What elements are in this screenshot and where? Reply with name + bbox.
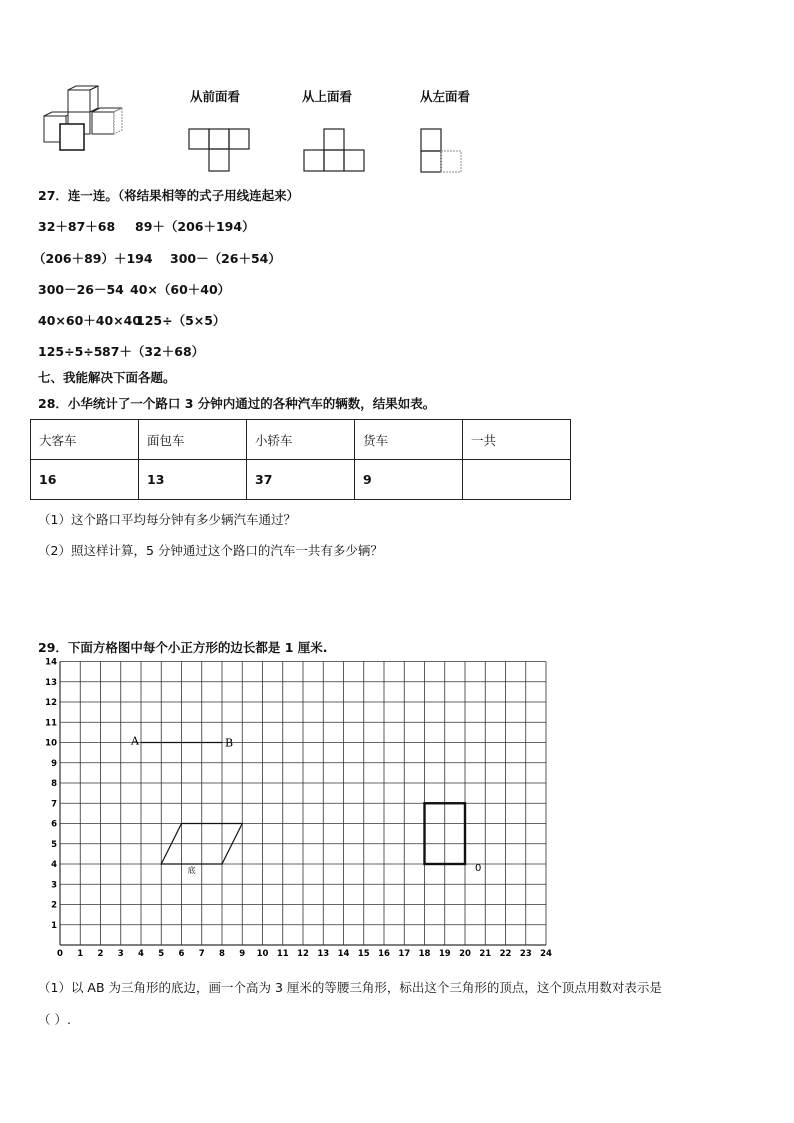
- table-header-cell: 面包车: [139, 420, 247, 460]
- x-tick-label: 14: [337, 949, 350, 959]
- x-tick-label: 9: [239, 949, 246, 959]
- grid-shapes: [130, 735, 481, 876]
- table-header-cell: 小轿车: [247, 420, 355, 460]
- q27-right-expr-3[interactable]: 40×（60＋40）: [130, 282, 231, 297]
- x-tick-label: 3: [117, 949, 124, 959]
- table-cell: 13: [139, 460, 247, 500]
- x-tick-label: 23: [519, 949, 532, 959]
- x-tick-label: 12: [297, 949, 309, 959]
- x-tick-label: 10: [256, 949, 269, 959]
- x-tick-label: 11: [276, 949, 289, 959]
- q27-right-expr-2[interactable]: 300－（26＋54）: [170, 251, 281, 266]
- table-cell: 16: [31, 460, 139, 500]
- y-tick-label: 14: [45, 657, 57, 668]
- x-tick-label: 16: [378, 949, 390, 959]
- point-a-label: A: [131, 734, 139, 748]
- x-tick-label: 20: [459, 949, 471, 959]
- x-tick-label: 15: [357, 949, 370, 959]
- table-cell: 9: [355, 460, 463, 500]
- y-tick-label: 5: [51, 839, 57, 850]
- table-header-cell: 货车: [355, 420, 463, 460]
- q27-left-expr-3[interactable]: 300－26－54: [38, 282, 124, 297]
- y-tick-label: 13: [45, 677, 57, 688]
- x-tick-label: 24: [540, 949, 552, 959]
- point-b-label: B: [225, 736, 234, 750]
- x-tick-label: 5: [158, 949, 165, 959]
- y-tick-label: 1: [51, 920, 57, 931]
- table-header-cell: 大客车: [31, 420, 139, 460]
- q29-title: 29．下面方格图中每个小正方形的边长都是 1 厘米.: [38, 640, 328, 655]
- y-tick-label: 4: [51, 860, 57, 870]
- x-tick-label: 21: [479, 949, 492, 959]
- front-view-label: 从前面看: [190, 89, 241, 104]
- x-tick-label: 7: [198, 949, 205, 959]
- y-tick-label: 7: [51, 799, 57, 810]
- y-tick-label: 2: [51, 900, 57, 911]
- y-tick-label: 6: [51, 819, 57, 830]
- y-tick-label: 8: [51, 779, 57, 789]
- x-tick-label: 22: [499, 949, 512, 959]
- q27-right-expr-5[interactable]: 87＋（32＋68）: [102, 344, 205, 359]
- y-tick-label: 11: [45, 718, 57, 729]
- q28-title: 28．小华统计了一个路口 3 分钟内通过的各种汽车的辆数，结果如表。: [38, 396, 436, 411]
- x-tick-label: 4: [138, 949, 144, 959]
- q29-sub1-line1: （1）以 AB 为三角形的底边，画一个高为 3 厘米的等腰三角形，标出这个三角形的顶点，这个顶点用数对表示是: [38, 980, 662, 995]
- x-tick-label: 1: [77, 949, 84, 959]
- q27-title: 27．连一连。（将结果相等的式子用线连起来）: [38, 188, 300, 203]
- section7-title: 七、我能解决下面各题。: [38, 370, 176, 385]
- y-tick-label: 12: [45, 698, 57, 708]
- x-tick-label: 19: [438, 949, 451, 959]
- x-tick-label: 8: [219, 949, 225, 959]
- grid-lines: [60, 662, 546, 946]
- q27-left-expr-2[interactable]: （206＋89）＋194: [33, 251, 153, 266]
- y-tick-label: 3: [51, 880, 57, 891]
- y-tick-label: 9: [51, 758, 57, 769]
- y-axis-ticks: [45, 658, 57, 931]
- x-tick-label: 2: [97, 949, 104, 959]
- y-tick-label: 10: [45, 738, 57, 749]
- x-axis-ticks: [57, 949, 552, 959]
- top-view-label: 从上面看: [302, 89, 353, 104]
- x-tick-label: 17: [398, 949, 411, 959]
- x-tick-label: 6: [178, 949, 185, 959]
- q28-sub2: （2）照这样计算，5 分钟通过这个路口的汽车一共有多少辆？: [38, 543, 383, 558]
- q27-left-expr-1[interactable]: 32＋87＋68: [38, 219, 116, 234]
- q29-sub1-line2[interactable]: （ ）.: [38, 1012, 71, 1027]
- q27-left-expr-4[interactable]: 40×60＋40×40: [38, 313, 142, 328]
- x-tick-label: 18: [418, 949, 431, 959]
- table-header-cell: 一共: [463, 420, 571, 460]
- q28-sub1: （1）这个路口平均每分钟有多少辆汽车通过？: [38, 512, 296, 527]
- x-tick-label: 0: [57, 949, 63, 959]
- base-label: 底: [187, 866, 196, 875]
- q27-right-expr-1[interactable]: 89＋（206＋194）: [135, 219, 255, 234]
- rectangle-point-label: 0: [475, 863, 482, 874]
- left-view-label: 从左面看: [420, 89, 471, 104]
- table-cell: 37: [247, 460, 355, 500]
- q27-right-expr-4[interactable]: 125÷（5×5）: [136, 313, 226, 328]
- x-tick-label: 13: [317, 949, 330, 959]
- q27-left-expr-5[interactable]: 125÷5÷5: [38, 344, 103, 359]
